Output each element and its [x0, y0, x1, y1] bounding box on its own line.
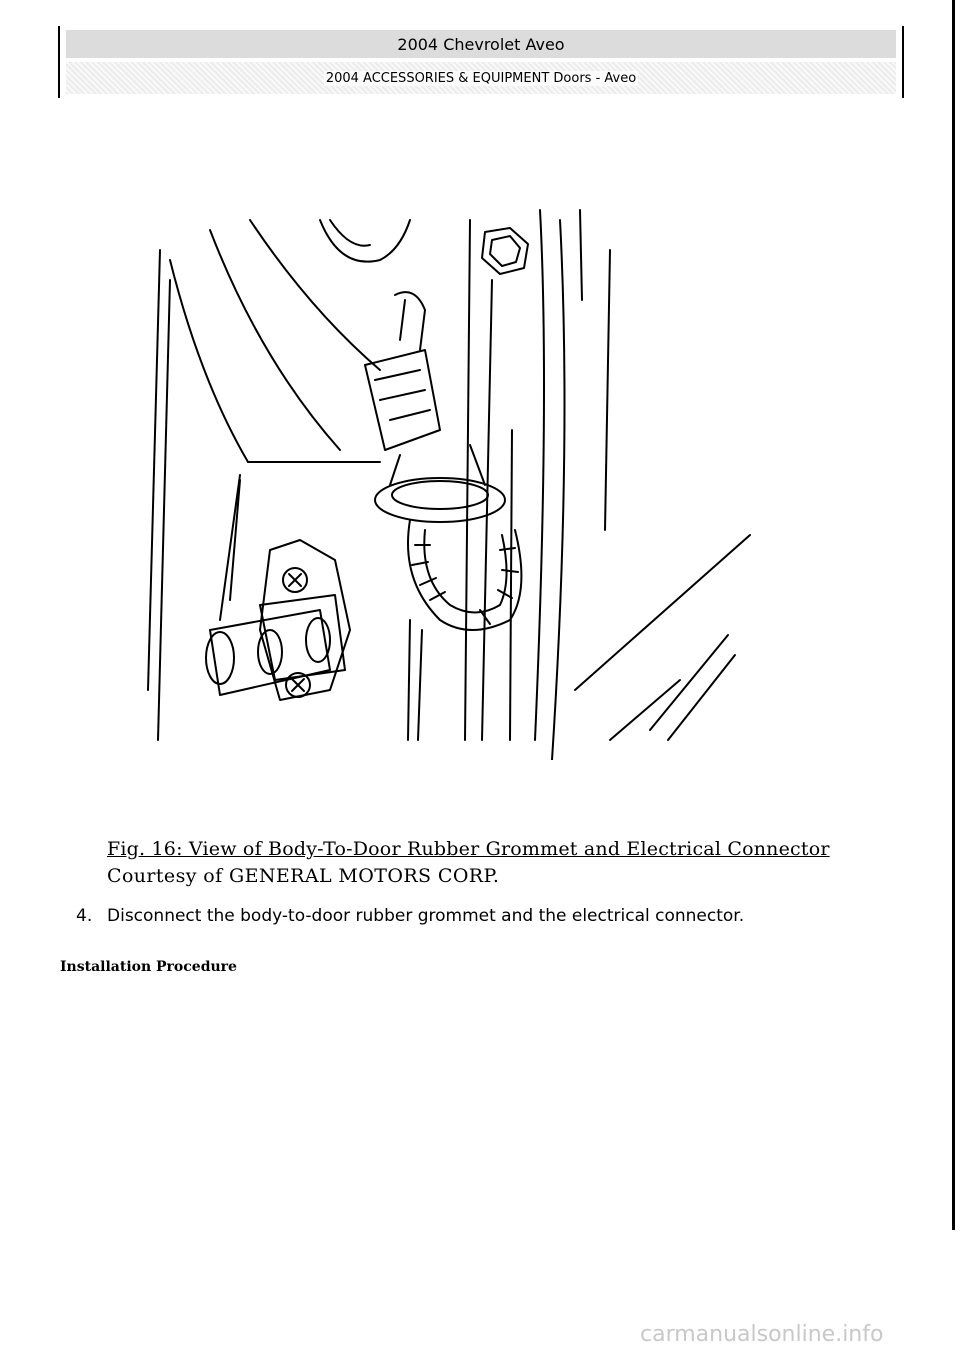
page-edge-rule [952, 0, 955, 1230]
header-frame-left [58, 26, 60, 98]
figure-credit: Courtesy of GENERAL MOTORS CORP. [107, 865, 500, 887]
step-number: 4. [76, 906, 93, 926]
step-text: Disconnect the body-to-door rubber grommet and the electrical connector. [107, 906, 745, 926]
bolt-icon [482, 228, 528, 274]
figure-caption: Fig. 16: View of Body-To-Door Rubber Grommet and Electrical Connector [107, 838, 830, 860]
watermark: carmanualsonline.info [640, 1322, 884, 1347]
door-grommet-illustration [140, 200, 780, 760]
document-subtitle [66, 62, 896, 94]
document-subtitle-text: 2004 ACCESSORIES & EQUIPMENT Doors - Aveo [325, 70, 637, 86]
header-frame-right [902, 26, 904, 98]
section-heading: Installation Procedure [60, 959, 237, 975]
document-title: 2004 Chevrolet Aveo [66, 30, 896, 58]
